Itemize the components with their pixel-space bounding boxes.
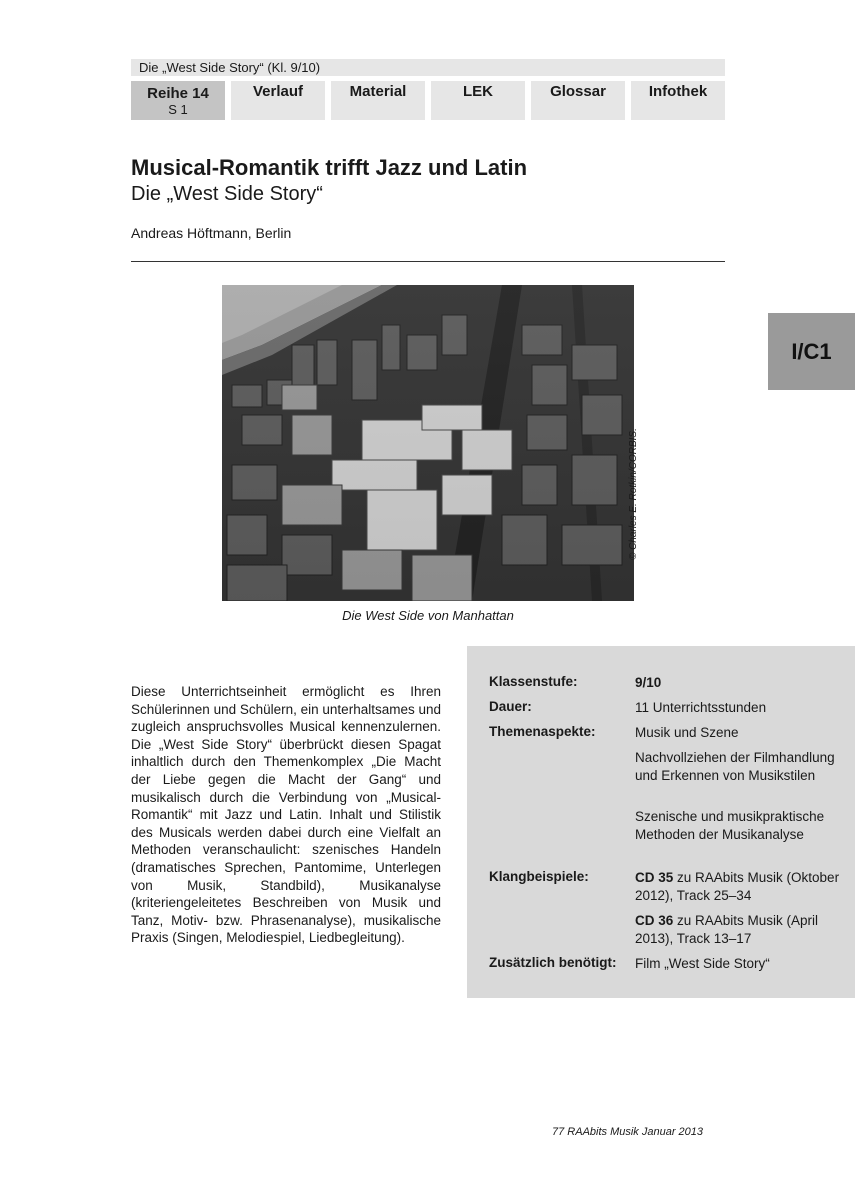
tab-infothek-label: Infothek bbox=[648, 83, 708, 100]
value-klang-2-text: zu RAAbits Musik (April 2013), Track 13–17 bbox=[635, 913, 819, 946]
value-klang-1-cd: CD 35 bbox=[635, 870, 674, 885]
tab-reihe-label: Reihe 14 bbox=[147, 85, 209, 102]
divider bbox=[131, 261, 725, 262]
photo-caption: Die West Side von Manhattan bbox=[342, 608, 514, 623]
tab-glossar-label: Glossar bbox=[550, 83, 606, 100]
value-dauer: 11 Unterrichtsstunden bbox=[635, 700, 767, 715]
label-themenaspekte: Themenaspekte: bbox=[489, 724, 596, 739]
tab-verlauf-label: Verlauf bbox=[252, 83, 304, 100]
value-klang-1 bbox=[635, 869, 840, 905]
label-dauer: Dauer: bbox=[489, 699, 532, 714]
value-zusaetzlich: Film „West Side Story“ bbox=[635, 956, 770, 971]
tab-reihe[interactable] bbox=[131, 81, 225, 120]
value-klang-2-cd: CD 36 bbox=[635, 913, 674, 928]
tab-glossar[interactable] bbox=[531, 81, 625, 120]
tab-reihe-page: S 1 bbox=[168, 102, 188, 117]
value-klassenstufe: 9/10 bbox=[635, 675, 662, 690]
tab-verlauf[interactable] bbox=[231, 81, 325, 120]
page-subtitle: Die „West Side Story“ bbox=[131, 183, 323, 205]
value-themen-1: Musik und Szene bbox=[635, 725, 739, 740]
photo-drawing bbox=[222, 285, 634, 601]
manhattan-aerial-photo bbox=[222, 285, 634, 601]
value-themen-3: Szenische und musikpraktische Methoden der Musikanalyse bbox=[635, 809, 825, 842]
value-themen-2: Nachvollziehen der Filmhandlung und Erkennen von Musikstilen bbox=[635, 750, 835, 783]
photo-credit: © Charles E. Rotkin/CORBIS. bbox=[628, 428, 639, 560]
value-klang-2 bbox=[635, 912, 840, 948]
author: Andreas Höftmann, Berlin bbox=[131, 225, 292, 241]
value-klang-1-text: zu RAAbits Musik (Oktober 2012), Track 25–34 bbox=[635, 870, 840, 903]
intro-text: Diese Unterrichtseinheit ermöglicht es Ihren Schülerinnen und Schülern, ein unterhaltsames und zugleich anspruchsvolles Musical kennenzulernen. Die „West Side Story“ überbrückt diesen Spagat inhaltlich durch den Themenkomplex „Die Macht der Liebe gegen die Macht der Gang“ und musikalisch durch die Verbindung von „Musical-Romantik“ mit Jazz und Latin. Inhalt und Stilistik des Musicals werden dabei durch eine Vielfalt an Methoden veranschaulicht: szenisches Handeln (dramatisches Sprechen, Pantomime, Unterlegen von Musik, Standbild), Musikanalyse (kriteriengeleitetes Beschreiben von Musik und Tanz, Motiv- bzw. Phrasenanalyse), musikalische Praxis (Singen, Melodiespiel, Liedbegleitung). bbox=[131, 684, 441, 946]
label-zusaetzlich: Zusätzlich benötigt: bbox=[489, 955, 617, 970]
page-title: Musical-Romantik trifft Jazz und Latin bbox=[131, 155, 528, 180]
tab-lek[interactable] bbox=[431, 81, 525, 120]
tab-material-label: Material bbox=[349, 83, 407, 100]
running-header: Die „West Side Story“ (Kl. 9/10) bbox=[131, 59, 725, 76]
page-footer: 77 RAAbits Musik Januar 2013 bbox=[552, 1126, 704, 1138]
tab-material[interactable] bbox=[331, 81, 425, 120]
tab-infothek[interactable] bbox=[631, 81, 725, 120]
section-marker: I/C1 bbox=[768, 313, 855, 390]
tab-lek-label: LEK bbox=[463, 83, 493, 100]
label-klassenstufe: Klassenstufe: bbox=[489, 674, 578, 689]
label-klangbeispiele: Klangbeispiele: bbox=[489, 869, 589, 884]
